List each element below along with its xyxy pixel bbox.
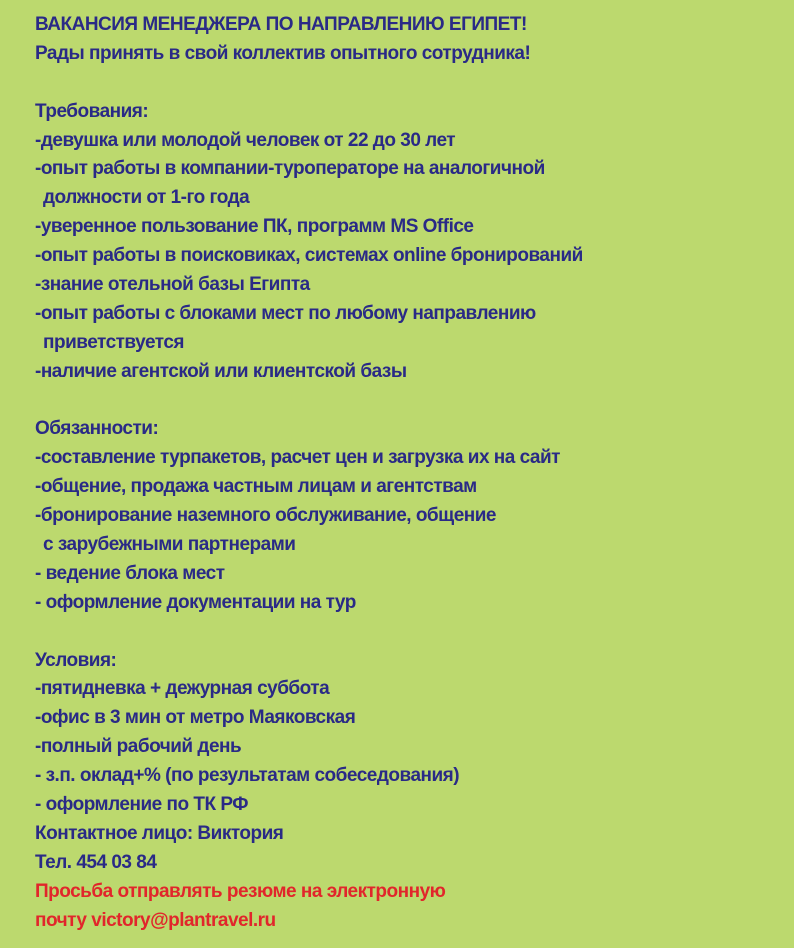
duty-item-continued: с зарубежными партнерами [43, 534, 296, 556]
flyer-intro: Рады принять в свой коллектив опытного сотрудника! [35, 42, 531, 64]
condition-item: - оформление по ТК РФ [35, 794, 248, 816]
requirement-item: -знание отельной базы Египта [35, 274, 310, 296]
duty-item: - ведение блока мест [35, 562, 225, 584]
duty-item: - оформление документации на тур [35, 591, 356, 613]
condition-item: -полный рабочий день [35, 736, 242, 758]
requirement-item: -уверенное пользование ПК, программ MS Office [35, 216, 474, 238]
duty-item: -общение, продажа частным лицам и агентствам [35, 476, 477, 498]
requirement-item-continued: должности от 1-го года [43, 187, 250, 209]
condition-item: - з.п. оклад+% (по результатам собеседования) [35, 765, 460, 787]
condition-item: -пятидневка + дежурная суббота [35, 678, 330, 700]
condition-item: -офис в 3 мин от метро Маяковская [35, 707, 356, 729]
spacer [35, 618, 583, 647]
resume-request: Просьба отправлять резюме на электронную [35, 880, 446, 902]
requirement-item: -девушка или молодой человек от 22 до 30 лет [35, 129, 456, 151]
spacer [35, 387, 583, 416]
requirement-item: -наличие агентской или клиентской базы [35, 360, 407, 382]
duties-heading: Обязанности: [35, 418, 159, 440]
duty-item: -бронирование наземного обслуживание, общение [35, 505, 496, 527]
spacer [35, 69, 583, 98]
flyer-title: ВАКАНСИЯ МЕНЕДЖЕРА ПО НАПРАВЛЕНИЮ ЕГИПЕТ! [35, 14, 527, 35]
flyer-text [35, 11, 583, 936]
requirements-heading: Требования: [35, 100, 149, 122]
contact-phone: Тел. 454 03 84 [35, 851, 157, 873]
requirement-item: -опыт работы с блоками мест по любому направлению [35, 302, 536, 324]
requirement-item-continued: приветствуется [43, 331, 184, 353]
contact-person: Контактное лицо: Виктория [35, 822, 284, 844]
duty-item: -составление турпакетов, расчет цен и загрузка их на сайт [35, 447, 560, 469]
requirement-item: -опыт работы в поисковиках, системах online бронирований [35, 245, 583, 267]
resume-email: почту victory@plantravel.ru [35, 909, 276, 931]
requirement-item: -опыт работы в компании-туроператоре на аналогичной [35, 158, 545, 180]
conditions-heading: Условия: [35, 649, 117, 671]
